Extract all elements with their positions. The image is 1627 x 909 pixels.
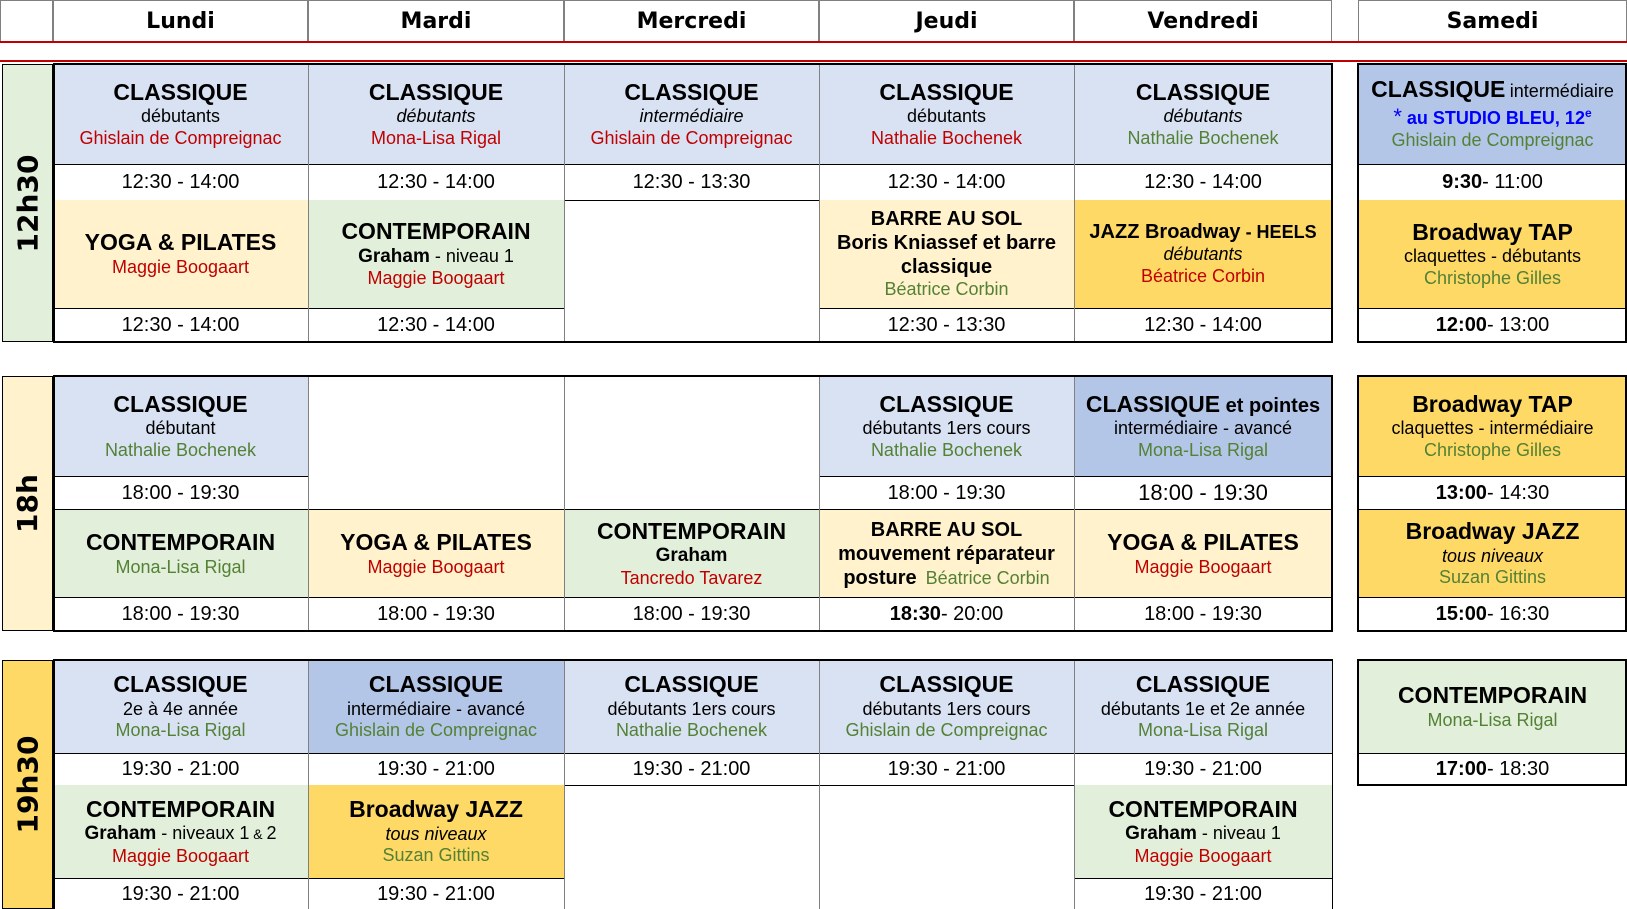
time-label-12h30: 12h30 [2, 64, 53, 342]
time-label-19h30: 19h30 [2, 660, 53, 909]
time-label-18h: 18h [2, 376, 53, 631]
class-cell: BARRE AU SOL mouvement réparateur posture Béatrice Corbin [819, 509, 1074, 597]
class-time: 15:00 - 16:30 [1358, 597, 1627, 631]
header-divider-bottom [0, 60, 1627, 62]
class-time: 19:30 - 21:00 [53, 753, 308, 785]
class-cell: BARRE AU SOL Boris Kniassef et barre classique Béatrice Corbin [819, 200, 1074, 308]
class-time: 12:30 - 13:30 [564, 164, 819, 200]
class-cell: Broadway JAZZ tous niveaux Suzan Gittins [1358, 509, 1627, 597]
class-time: 9:30 - 11:00 [1358, 164, 1627, 200]
class-cell: CLASSIQUE débutants Nathalie Bochenek [1074, 64, 1332, 164]
day-header-mercredi: Mercredi [564, 0, 819, 42]
day-header-mardi: Mardi [308, 0, 564, 42]
class-cell: CLASSIQUE débutant Nathalie Bochenek [53, 376, 308, 476]
class-cell: CLASSIQUE débutants 1ers cours Ghislain de Compreignac [819, 660, 1074, 753]
day-header-jeudi: Jeudi [819, 0, 1074, 42]
class-time: 12:30 - 14:00 [1074, 164, 1332, 200]
class-time: 19:30 - 21:00 [564, 753, 819, 785]
class-time: 19:30 - 21:00 [308, 753, 564, 785]
class-cell: CONTEMPORAIN Graham - niveaux 1 & 2 Maggie Boogaart [53, 785, 308, 878]
class-time: 12:30 - 14:00 [819, 164, 1074, 200]
class-time: 18:00 - 19:30 [564, 597, 819, 631]
class-cell: Broadway TAP claquettes - débutants Christophe Gilles [1358, 200, 1627, 308]
class-time: 19:30 - 21:00 [308, 878, 564, 909]
class-cell: Broadway JAZZ tous niveaux Suzan Gittins [308, 785, 564, 878]
day-header-vendredi: Vendredi [1074, 0, 1332, 42]
header-corner [0, 0, 53, 42]
class-time: 18:00 - 19:30 [53, 476, 308, 509]
class-cell: CLASSIQUE débutants Nathalie Bochenek [819, 64, 1074, 164]
class-cell: CLASSIQUE intermédiaire - avancé Ghislain de Compreignac [308, 660, 564, 753]
class-time: 12:30 - 14:00 [53, 164, 308, 200]
day-header-samedi: Samedi [1358, 0, 1627, 42]
class-cell: CLASSIQUE intermédiaire * au STUDIO BLEU, 12e Ghislain de Compreignac [1358, 64, 1627, 164]
class-cell: CLASSIQUE débutants 1ers cours Nathalie Bochenek [564, 660, 819, 753]
class-cell: YOGA & PILATES Maggie Boogaart [53, 200, 308, 308]
class-cell: YOGA & PILATES Maggie Boogaart [308, 509, 564, 597]
class-cell: CONTEMPORAIN Graham - niveau 1 Maggie Boogaart [1074, 785, 1332, 878]
class-time: 19:30 - 21:00 [53, 878, 308, 909]
header-divider-top [0, 41, 1627, 43]
class-time: 18:00 - 19:30 [308, 597, 564, 631]
class-cell: CONTEMPORAIN Mona-Lisa Rigal [53, 509, 308, 597]
class-time: 12:30 - 14:00 [53, 308, 308, 342]
class-time: 12:30 - 14:00 [1074, 308, 1332, 342]
class-time: 19:30 - 21:00 [1074, 753, 1332, 785]
class-cell: CLASSIQUE et pointes intermédiaire - avancé Mona-Lisa Rigal [1074, 376, 1332, 476]
class-time: 12:30 - 14:00 [308, 164, 564, 200]
class-cell: CLASSIQUE débutants 1ers cours Nathalie Bochenek [819, 376, 1074, 476]
empty-cell [564, 376, 819, 509]
class-time: 18:00 - 19:30 [1074, 597, 1332, 631]
class-cell: Broadway TAP claquettes - intermédiaire Christophe Gilles [1358, 376, 1627, 476]
class-time: 13:00 - 14:30 [1358, 476, 1627, 509]
class-time: 18:00 - 19:30 [819, 476, 1074, 509]
class-cell: CLASSIQUE débutants Ghislain de Compreignac [53, 64, 308, 164]
class-time: 12:30 - 14:00 [308, 308, 564, 342]
empty-cell [819, 785, 1074, 909]
class-time: 19:30 - 21:00 [819, 753, 1074, 785]
class-cell: YOGA & PILATES Maggie Boogaart [1074, 509, 1332, 597]
header-row [0, 0, 1627, 42]
empty-cell [308, 376, 564, 509]
class-cell: CONTEMPORAIN Graham - niveau 1 Maggie Boogaart [308, 200, 564, 308]
empty-cell [564, 200, 819, 342]
class-time: 18:00 - 19:30 [1074, 476, 1332, 509]
class-cell: CLASSIQUE débutants Mona-Lisa Rigal [308, 64, 564, 164]
day-header-lundi: Lundi [53, 0, 308, 42]
class-cell: CLASSIQUE 2e à 4e année Mona-Lisa Rigal [53, 660, 308, 753]
class-time: 18:30 - 20:00 [819, 597, 1074, 631]
class-cell: CLASSIQUE intermédiaire Ghislain de Compreignac [564, 64, 819, 164]
class-cell: CONTEMPORAIN Mona-Lisa Rigal [1358, 660, 1627, 753]
class-cell: CLASSIQUE débutants 1e et 2e année Mona-Lisa Rigal [1074, 660, 1332, 753]
class-time: 12:00 - 13:00 [1358, 308, 1627, 342]
class-cell: JAZZ Broadway - HEELS débutants Béatrice Corbin [1074, 200, 1332, 308]
class-cell: CONTEMPORAIN Graham Tancredo Tavarez [564, 509, 819, 597]
class-time: 17:00 - 18:30 [1358, 753, 1627, 785]
class-time: 12:30 - 13:30 [819, 308, 1074, 342]
class-time: 19:30 - 21:00 [1074, 878, 1332, 909]
empty-cell [564, 785, 819, 909]
class-time: 18:00 - 19:30 [53, 597, 308, 631]
